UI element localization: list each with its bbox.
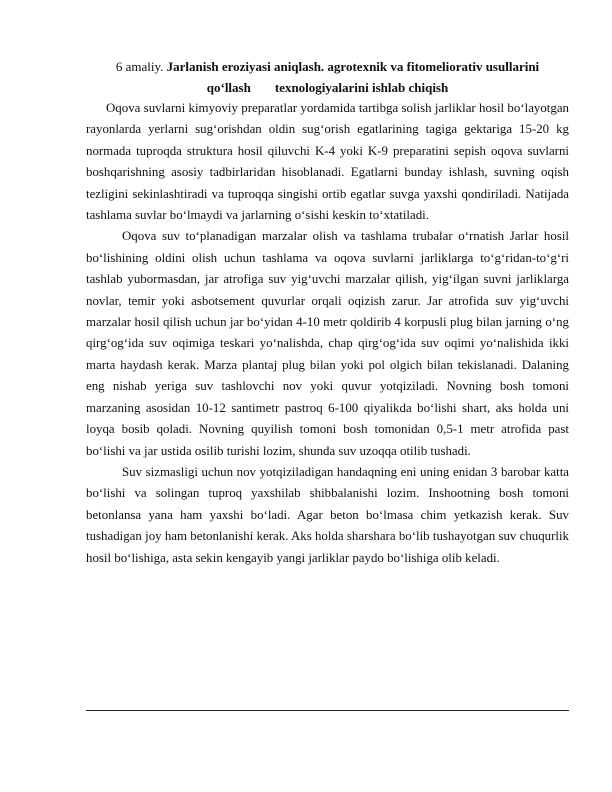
title-line2-a: qo‘llash	[206, 80, 251, 95]
document-page	[86, 56, 569, 569]
bottom-rule	[86, 710, 569, 711]
title-prefix: 6 amaliy.	[115, 59, 164, 74]
paragraph-2: Oqova suv to‘planadigan marzalar olish va tashlama trubalar o‘rnatish Jarlar hosil bo‘lishining oldini olish uchun tashlama va oqova suvlarni jarliklarga to‘g‘ridan-to‘g‘ri tashlab yubormasdan, jar atrofiga suv yig‘uvchi marzalar qilish, yig‘ilgan suvni jarliklarga novlar, temir yoki asbotsement quvurlar orqali oqizish zarur. Jar atrofida suv yig‘uvchi marzalar hosil qilish uchun jar bo‘yidan 4-10 metr qoldirib 4 korpusli plug bilan jarning o‘ng qirg‘og‘ida suv oqimiga teskari yo‘nalishda, chap qirg‘og‘ida suv oqimi yo‘nalishida ikki marta haydash kerak. Marza plantaj plug bilan yoki pol olgich bilan tekislanadi. Dalaning eng nishab yeriga suv tashlovchi nov yoki quvur yotqiziladi. Novning bosh tomoni marzaning asosidan 10-12 santimetr pastroq 6-100 qiyalikda bo‘lishi shart, aks holda uni loyqa bosib qoladi. Novning quyilish tomoni bosh tomonidan 0,5-1 metr atrofida past bo‘lishi va jar ustida osilib turishi lozim, shunda suv uzoqqa otilib tushadi.	[86, 229, 569, 458]
paragraph-1: Oqova suvlarni kimyoviy preparatlar yordamida tartibga solish jarliklar hosil bo‘layotgan rayonlarda yerlarni sug‘orishdan oldin sug‘orish egatlarining tagiga gektariga 15-20 kg normada tuproqda struktura hosil qiluvchi K-4 yoki K-9 preparatini sepish oqova suvlarni boshqarishning asosiy tadbirlaridan hisoblanadi. Egatlarni bunday ishlash, suvning oqish tezligini sekinlashtiradi va tuproqqa singishi ortib egatlar suvga yaxshi qondiriladi. Natijada tashlama suvlar bo‘lmaydi va jarlarning o‘sishi keskin to‘xtatiladi.	[86, 101, 569, 223]
title-line2-b: texnologiyalarini ishlab chiqish	[274, 80, 449, 95]
page-title	[86, 56, 569, 98]
title-line2	[86, 77, 569, 98]
paragraph-3: Suv sizmasligi uchun nov yotqiziladigan handaqning eni uning enidan 3 barobar katta bo‘lishi va solingan tuproq yaxshilab shibbalanishi lozim. Inshootning bosh tomoni betonlansa yana ham yaxshi bo‘ladi. Agar beton bo‘lmasa chim yetkazish kerak. Suv tushadigan joy ham betonlanishi kerak. Aks holda sharshara bo‘lib tushayotgan suv chuqurlik hosil bo‘lishiga, asta sekin kengayib yangi jarliklar paydo bo‘lishiga olib keladi.	[86, 464, 569, 565]
title-line1: Jarlanish eroziyasi aniqlash. agrotexnik va fitomeliorativ usullarini	[166, 59, 540, 74]
